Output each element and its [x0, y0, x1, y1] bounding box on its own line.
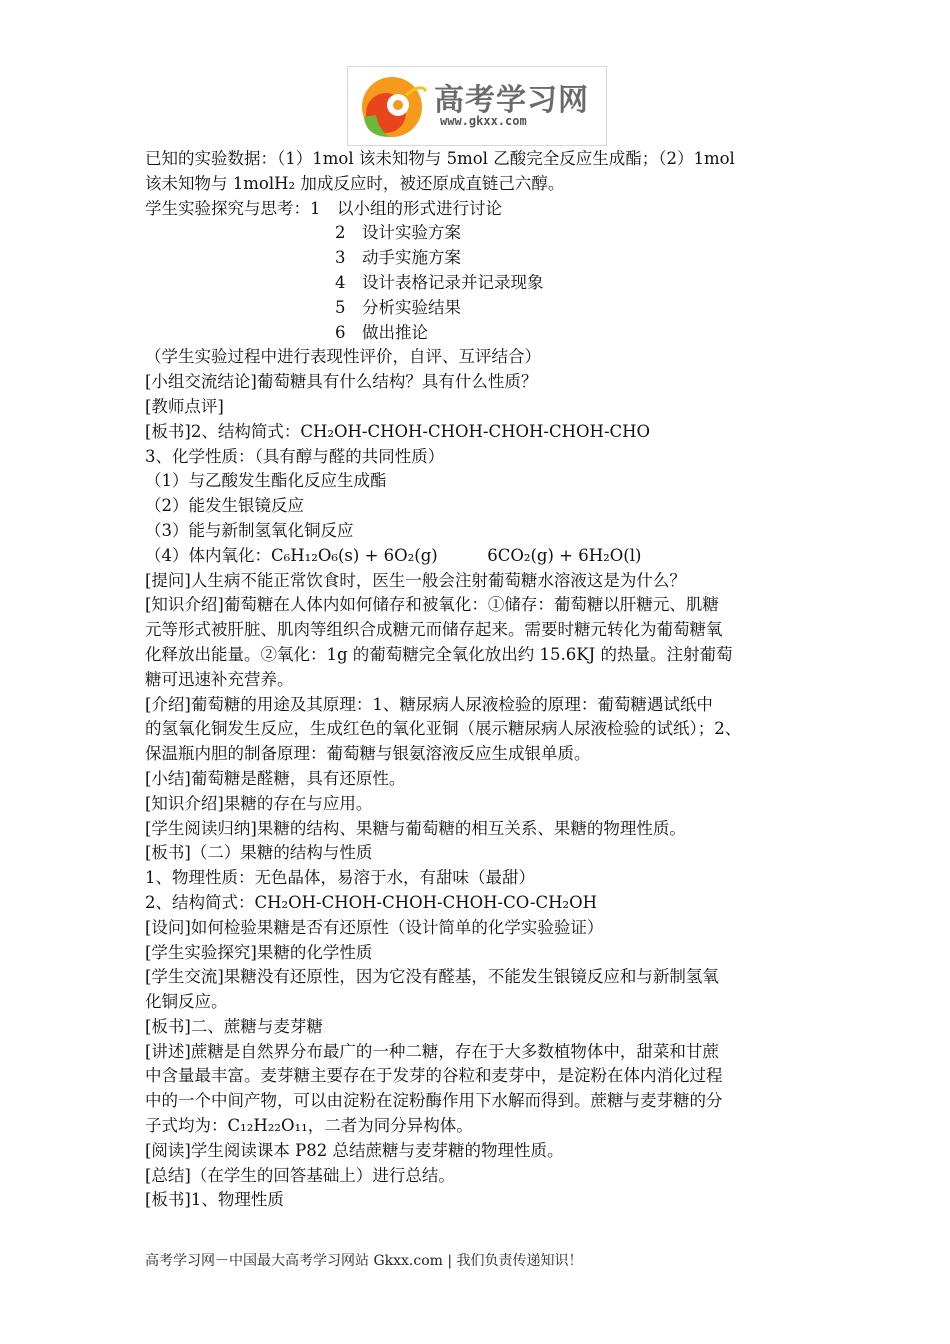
- text-line: （1）与乙酸发生酯化反应生成酯: [145, 471, 387, 491]
- site-logo[interactable]: [347, 66, 607, 146]
- step-item: 4 设计表格记录并记录现象: [335, 272, 544, 292]
- text-line: [板书]1、物理性质: [145, 1190, 284, 1210]
- text-line: 元等形式被肝脏、肌肉等组织合成糖元而储存起来。需要时糖元转化为葡萄糖氧: [145, 620, 723, 640]
- text-line: [学生实验探究]果糖的化学性质: [145, 942, 373, 962]
- text-line: [提问]人生病不能正常饮食时，医生一般会注射葡萄糖水溶液这是为什么？: [145, 570, 686, 590]
- text-line: （学生实验过程中进行表现性评价，自评、互评结合）: [145, 347, 541, 367]
- step-item: 6 做出推论: [335, 322, 428, 342]
- step-item: 2 设计实验方案: [335, 223, 461, 243]
- text-line: [阅读]学生阅读课本 P82 总结蔗糖与麦芽糖的物理性质。: [145, 1140, 564, 1160]
- text-line: [小结]葡萄糖是醛糖，具有还原性。: [145, 768, 406, 788]
- text-line: 中的一个中间产物，可以由淀粉在淀粉酶作用下水解而得到。蔗糖与麦芽糖的分: [145, 1091, 723, 1111]
- text-line: 2、结构简式：CH₂OH-CHOH-CHOH-CHOH-CO-CH₂OH: [145, 892, 598, 912]
- text-line: [介绍]葡萄糖的用途及其原理：1、糖尿病人尿液检验的原理：葡萄糖遇试纸中: [145, 694, 713, 714]
- text-line: 保温瓶内胆的制备原理：葡萄糖与银氨溶液反应生成银单质。: [145, 744, 591, 764]
- text-line: [总结]（在学生的回答基础上）进行总结。: [145, 1165, 455, 1185]
- logo-title: 高考学习网: [434, 83, 589, 118]
- text-line: [知识介绍]葡萄糖在人体内如何储存和被氧化：①储存：葡萄糖以肝糖元、肌糖: [145, 595, 719, 615]
- text-line: [学生交流]果糖没有还原性，因为它没有醛基，不能发生银镜反应和与新制氢氧: [145, 967, 719, 987]
- text-line: 3、化学性质：（具有醇与醛的共同性质）: [145, 446, 445, 466]
- text-line: 化释放出能量。②氧化：1g 的葡萄糖完全氧化放出约 15.6KJ 的热量。注射葡萄: [145, 644, 733, 664]
- text-line: [教师点评]: [145, 396, 224, 416]
- text-line: 该未知物与 1molH₂ 加成反应时，被还原成直链己六醇。: [145, 173, 565, 193]
- document-body: [145, 147, 810, 1213]
- logo-emblem-icon: [356, 71, 432, 141]
- text-line: （3）能与新制氢氧化铜反应: [145, 520, 354, 540]
- text-line: 化铜反应。: [145, 992, 228, 1012]
- text-line: 中含量最丰富。麦芽糖主要存在于发芽的谷粒和麦芽中，是淀粉在体内消化过程: [145, 1066, 723, 1086]
- text-line: [板书]（二）果糖的结构与性质: [145, 843, 373, 863]
- text-line: [设问]如何检验果糖是否有还原性（设计简单的化学实验验证）: [145, 917, 604, 937]
- logo-url: www.gkxx.com: [440, 114, 527, 128]
- text-line: [讲述]蔗糖是自然界分布最广的一种二糖，存在于大多数植物体中，甜菜和甘蔗: [145, 1041, 719, 1061]
- text-line: [板书]2、结构简式：CH₂OH-CHOH-CHOH-CHOH-CHOH-CHO: [145, 421, 651, 441]
- text-line: [知识介绍]果糖的存在与应用。: [145, 793, 373, 813]
- text-line: 子式均为：C₁₂H₂₂O₁₁，二者为同分异构体。: [145, 1116, 473, 1136]
- step-item: 5 分析实验结果: [335, 297, 461, 317]
- text-line: 1、物理性质：无色晶体，易溶于水，有甜味（最甜）: [145, 868, 535, 888]
- text-line: 糖可迅速补充营养。: [145, 669, 294, 689]
- step-item: 3 动手实施方案: [335, 248, 461, 268]
- text-line: [小组交流结论]葡萄糖具有什么结构？具有什么性质？: [145, 372, 538, 392]
- text-line: 已知的实验数据：（1）1mol 该未知物与 5mol 乙酸完全反应生成酯；（2）1mol: [145, 149, 735, 168]
- page-footer: 高考学习网－中国最大高考学习网站 Gkxx.com | 我们负责传递知识！: [145, 1253, 583, 1269]
- text-line: （2）能发生银镜反应: [145, 496, 304, 516]
- text-line: 的氢氧化铜发生反应，生成红色的氧化亚铜（展示糖尿病人尿液检验的试纸）；2、: [145, 719, 742, 739]
- text-line: [板书]二、蔗糖与麦芽糖: [145, 1016, 323, 1036]
- equation-line: （4）体内氧化：C₆H₁₂O₆(s) + 6O₂(g) 6CO₂(g) + 6H₂O(l): [145, 545, 642, 565]
- text-line: [学生阅读归纳]果糖的结构、果糖与葡萄糖的相互关系、果糖的物理性质。: [145, 818, 686, 838]
- text-line: 学生实验探究与思考：1 以小组的形式进行讨论: [145, 198, 502, 218]
